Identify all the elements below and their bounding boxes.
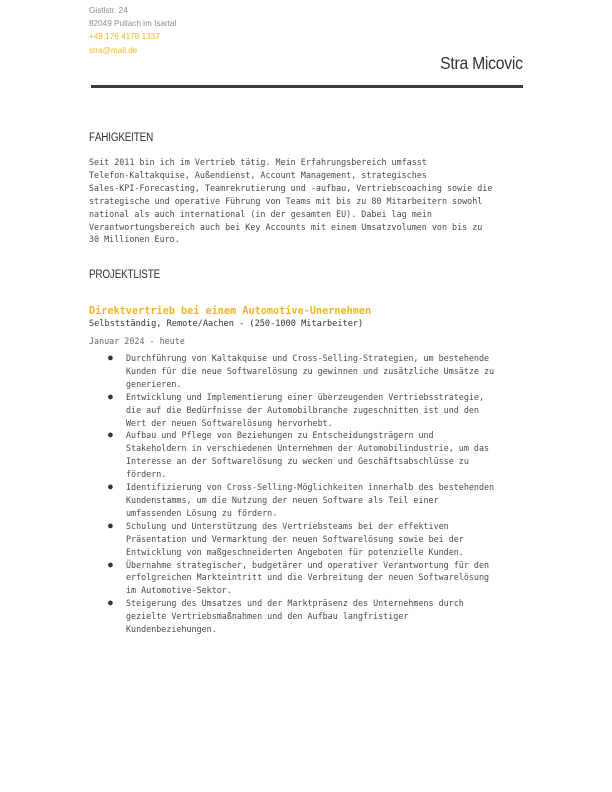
bullet-line: Durchführung von Kaltakquise und Cross-Selling-Strategien, um bestehende (126, 353, 490, 363)
project-subtitle: Selbstständig, Remote/Aachen - (250-1000 Mitarbeiter) (89, 319, 364, 329)
project-bullet (108, 597, 528, 636)
candidate-name: Stra Micovic (440, 53, 523, 73)
skills-line: Seit 2011 bin ich im Vertrieb tätig. Mein Erfahrungsbereich umfasst (89, 157, 427, 167)
bullet-icon: ● (108, 559, 113, 569)
project-bullet (108, 559, 528, 598)
bullet-icon: ● (108, 430, 113, 440)
skills-line: Telefon-Kaltakquise, Außendienst, Account Management, strategisches (89, 169, 427, 180)
bullet-line: gezielte Vertriebsmaßnahmen und den Aufbau langfristiger (126, 611, 409, 622)
bullet-line: Schulung und Unterstützung des Vertriebsteams bei der effektiven (126, 520, 449, 531)
bullet-line: die auf die Bedürfnisse der Automobilbranche zugeschnitten ist und den (126, 404, 479, 415)
bullet-line: Kunden für die neue Softwarelösung zu gewinnen und zusätzliche Umsätze zu (126, 365, 495, 376)
project-bullet (108, 481, 528, 520)
bullet-line: Kundenbeziehungen. (126, 624, 217, 635)
header-divider (91, 85, 523, 88)
contact-email[interactable]: stra@mail.de (89, 45, 138, 55)
bullet-line: Stakeholdern in verschiedenen Unternehmen der Automobilindustrie, um das (126, 443, 490, 454)
skills-line: national als auch international (in der gesamten EU). Dabei lag mein (89, 208, 432, 219)
project-bullet (108, 429, 528, 481)
project-bullet (108, 391, 528, 430)
bullet-line: Aufbau und Pflege von Beziehungen zu Entscheidungsträgern und (126, 430, 434, 441)
project-bullet (108, 352, 528, 391)
bullet-line: Übernahme strategischer, budgetärer und operativer Verantwortung für den (126, 559, 490, 570)
bullet-line: im Automotive-Sektor. (126, 585, 232, 596)
skills-heading: FÄHIGKEITEN (89, 132, 154, 144)
skills-line: 30 Millionen Euro. (89, 234, 180, 245)
bullet-line: Präsentation und Vermarktung der neuen Softwarelösung sowie bei der (126, 533, 464, 544)
projects-heading: PROJEKTLISTE (89, 269, 161, 281)
bullet-icon: ● (108, 482, 113, 492)
project-bullet-list (108, 352, 528, 636)
bullet-line: Identifizierung von Cross-Selling-Möglichkeiten innerhalb des bestehenden (126, 482, 495, 493)
bullet-icon: ● (108, 598, 113, 608)
skills-line: strategische und operative Führung von Teams mit bis zu 80 Mitarbeitern sowohl (89, 195, 483, 206)
project-bullet (108, 520, 528, 559)
skills-line: Verantwortungsbereich auch bei Key Accounts mit einem Umsatzvolumen von bis zu (89, 221, 483, 232)
bullet-line: Interesse an der Softwarelösung zu wecken und Geschäftsabschlüsse zu (126, 456, 469, 467)
skills-line: Sales-KPI-Forecasting, Teamrekrutierung und -aufbau, Vertriebscoaching sowie die (89, 182, 493, 193)
bullet-line: Entwicklung und Implementierung einer überzeugenden Vertriebsstrategie, (126, 391, 484, 402)
bullet-line: Wert der neuen Softwarelösung hervorhebt. (126, 417, 333, 428)
project-title: Direktvertrieb bei einem Automotive-Unernehmen (89, 306, 372, 317)
bullet-line: fördern. (126, 469, 167, 480)
bullet-line: erfolgreichen Markteintritt und die Verbreitung der neuen Softwarelösung (126, 572, 490, 583)
contact-city: 82049 Pullach im Isartal (89, 19, 177, 29)
project-date: Januar 2024 - heute (89, 336, 185, 346)
contact-phone[interactable]: +49 176 4178 1337 (89, 32, 160, 42)
bullet-icon: ● (108, 391, 113, 401)
bullet-line: generieren. (126, 378, 182, 389)
bullet-icon: ● (108, 520, 113, 530)
bullet-line: umfassenden Lösung zu fördern. (126, 507, 278, 518)
skills-paragraph (89, 156, 529, 246)
bullet-line: Steigerung des Umsatzes und der Marktpräsenz des Unternehmens durch (126, 598, 464, 609)
bullet-line: Entwicklung von maßgeschneiderten Angeboten für potenzielle Kunden. (126, 546, 464, 557)
bullet-icon: ● (108, 353, 113, 362)
contact-block (89, 4, 176, 57)
contact-street: Gistlstr. 24 (89, 6, 128, 15)
bullet-line: Kundenstamms, um die Nutzung der neuen Software als Teil einer (126, 494, 439, 505)
